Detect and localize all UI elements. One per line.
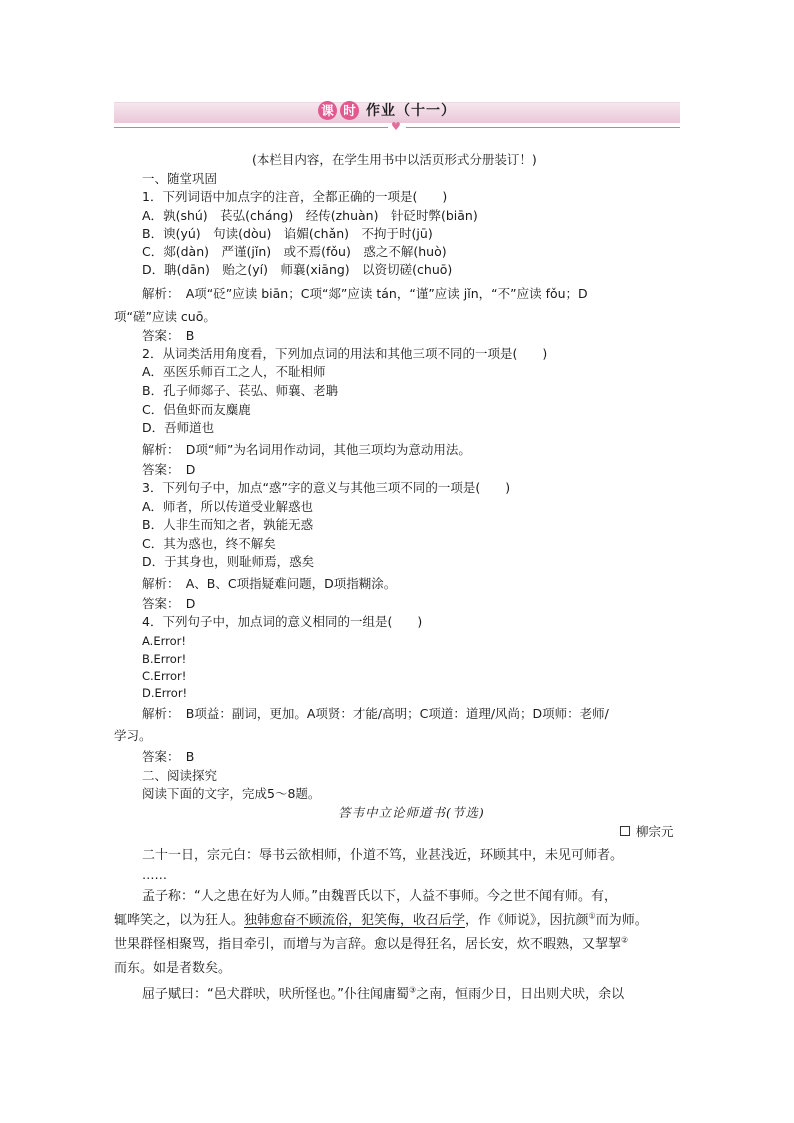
author-name: 柳宗元 xyxy=(636,824,674,839)
q2-answer: 答案： D xyxy=(142,462,196,477)
underlined-sentence: 独韩愈奋不顾流俗，犯笑侮，收召后学 xyxy=(244,913,466,928)
passage-title: 答韦中立论师道书(节选) xyxy=(338,805,485,820)
passage-para-1: 二十一日，宗元白：辱书云欲相师，仆道不笃，业甚浅近，环顾其中，未见可师者。 xyxy=(142,848,624,863)
reading-instruction: 阅读下面的文字，完成5～8题。 xyxy=(142,786,321,801)
q4-analysis: 解析： B项益：副词，更加。A项贤：才能/高明；C项道：道理/风尚；D项师：老师/ xyxy=(142,706,609,721)
q2-stem: 2．从词类活用角度看，下列加点词的用法和其他三项不同的一项是( ) xyxy=(142,346,548,361)
q1-option-a: A．孰(shú) 苌弘(cháng) 经传(zhuàn) 针砭时弊(biān) xyxy=(142,208,478,223)
q4-analysis-cont: 学习。 xyxy=(114,728,152,743)
header-rule-left xyxy=(114,127,388,128)
q1-stem: 1．下列词语中加点字的注音，全都正确的一项是( ) xyxy=(142,189,448,204)
q3-option-b: B．人非生而知之者，孰能无惑 xyxy=(142,517,314,532)
q2-option-d: D．吾师道也 xyxy=(142,420,215,435)
q4-stem: 4．下列句子中，加点词的意义相同的一组是( ) xyxy=(142,614,423,629)
q2-option-a: A．巫医乐师百工之人，不耻相师 xyxy=(142,364,326,379)
q4-answer: 答案： B xyxy=(142,749,195,764)
passage-ellipsis: …… xyxy=(142,867,167,882)
q3-option-c: C．其为惑也，终不解矣 xyxy=(142,536,276,551)
q1-option-d: D．聃(dān) 贻之(yí) 师襄(xiāng) 以资切磋(chuō) xyxy=(142,262,453,277)
q1-answer: 答案： B xyxy=(142,328,195,343)
passage-para-2-line-2: 辄哗笑之，以为狂人。独韩愈奋不顾流俗，犯笑侮，收召后学，作《师说》，因抗颜①而为师。 xyxy=(114,911,648,928)
header-title-text: 作业（十一） xyxy=(366,103,456,119)
footnote-mark-1: ① xyxy=(588,911,596,921)
q3-stem: 3．下列句子中，加点“惑”字的意义与其他三项不同的一项是( ) xyxy=(142,480,511,495)
q4-option-c: C.Error! xyxy=(142,669,187,683)
q3-option-d: D．于其身也，则耻师焉，惑矣 xyxy=(142,554,315,569)
q2-option-c: C．侣鱼虾而友麋鹿 xyxy=(142,402,251,417)
q2-option-b: B．孔子师郯子、苌弘、师襄、老聃 xyxy=(142,383,339,398)
header-rule-right xyxy=(406,127,680,128)
q1-option-b: B．谀(yú) 句读(dòu) 谄媚(chǎn) 不拘于时(jū) xyxy=(142,226,433,241)
passage-author xyxy=(620,823,674,841)
author-box-icon xyxy=(620,826,630,836)
footnote-mark-2: ② xyxy=(621,935,629,945)
q1-analysis-cont: 项“磋”应读 cuō。 xyxy=(114,309,216,324)
q4-option-b: B.Error! xyxy=(142,652,187,666)
q2-analysis: 解析： D项“师”为名词用作动词，其他三项均为意动用法。 xyxy=(142,442,471,457)
passage-para-2-line-1: 孟子称：“人之患在好为人师。”由魏晋氏以下，人益不事师。今之世不闻有师。有， xyxy=(142,889,617,904)
footnote-mark-3: ③ xyxy=(408,985,417,995)
q1-analysis: 解析： A项“砭”应读 biān；C项“郯”应读 tán，“谨”应读 jǐn，“不”应读 fǒu；D xyxy=(142,286,588,301)
section-heading-1: 一、随堂巩固 xyxy=(142,171,218,186)
q1-option-c: C．郯(dàn) 严谨(jǐn) 或不焉(fǒu) 惑之不解(huò) xyxy=(142,244,447,259)
q4-option-a: A.Error! xyxy=(142,634,186,648)
passage-para-2-line-4: 而东。如是者数矣。 xyxy=(114,961,232,976)
q4-option-d: D.Error! xyxy=(142,686,188,700)
header-badge-shi: 时 xyxy=(340,101,359,120)
section-heading-2: 二、阅读探究 xyxy=(142,768,218,783)
header-badge-ke: 课 xyxy=(318,101,337,120)
binding-note: (本栏目内容，在学生用书中以活页形式分册装订！) xyxy=(252,152,537,167)
page-header xyxy=(114,96,680,140)
passage-para-2-line-3: 世果群怪相聚骂，指目牵引，而增与为言辞。愈以是得狂名，居长安，炊不暇熟，又挈挈② xyxy=(114,935,629,952)
heart-icon: ♥ xyxy=(391,120,401,133)
q3-option-a: A．师者，所以传道受业解惑也 xyxy=(142,499,314,514)
passage-para-3-line-1: 屈子赋曰：“邑犬群吠，吠所怪也。”仆往闻庸蜀③之南，恒雨少日，日出则犬吠，余以 xyxy=(142,985,625,1002)
q3-analysis: 解析： A、B、C项指疑难问题，D项指糊涂。 xyxy=(142,576,397,591)
q3-answer: 答案： D xyxy=(142,596,196,611)
header-title xyxy=(318,100,456,120)
